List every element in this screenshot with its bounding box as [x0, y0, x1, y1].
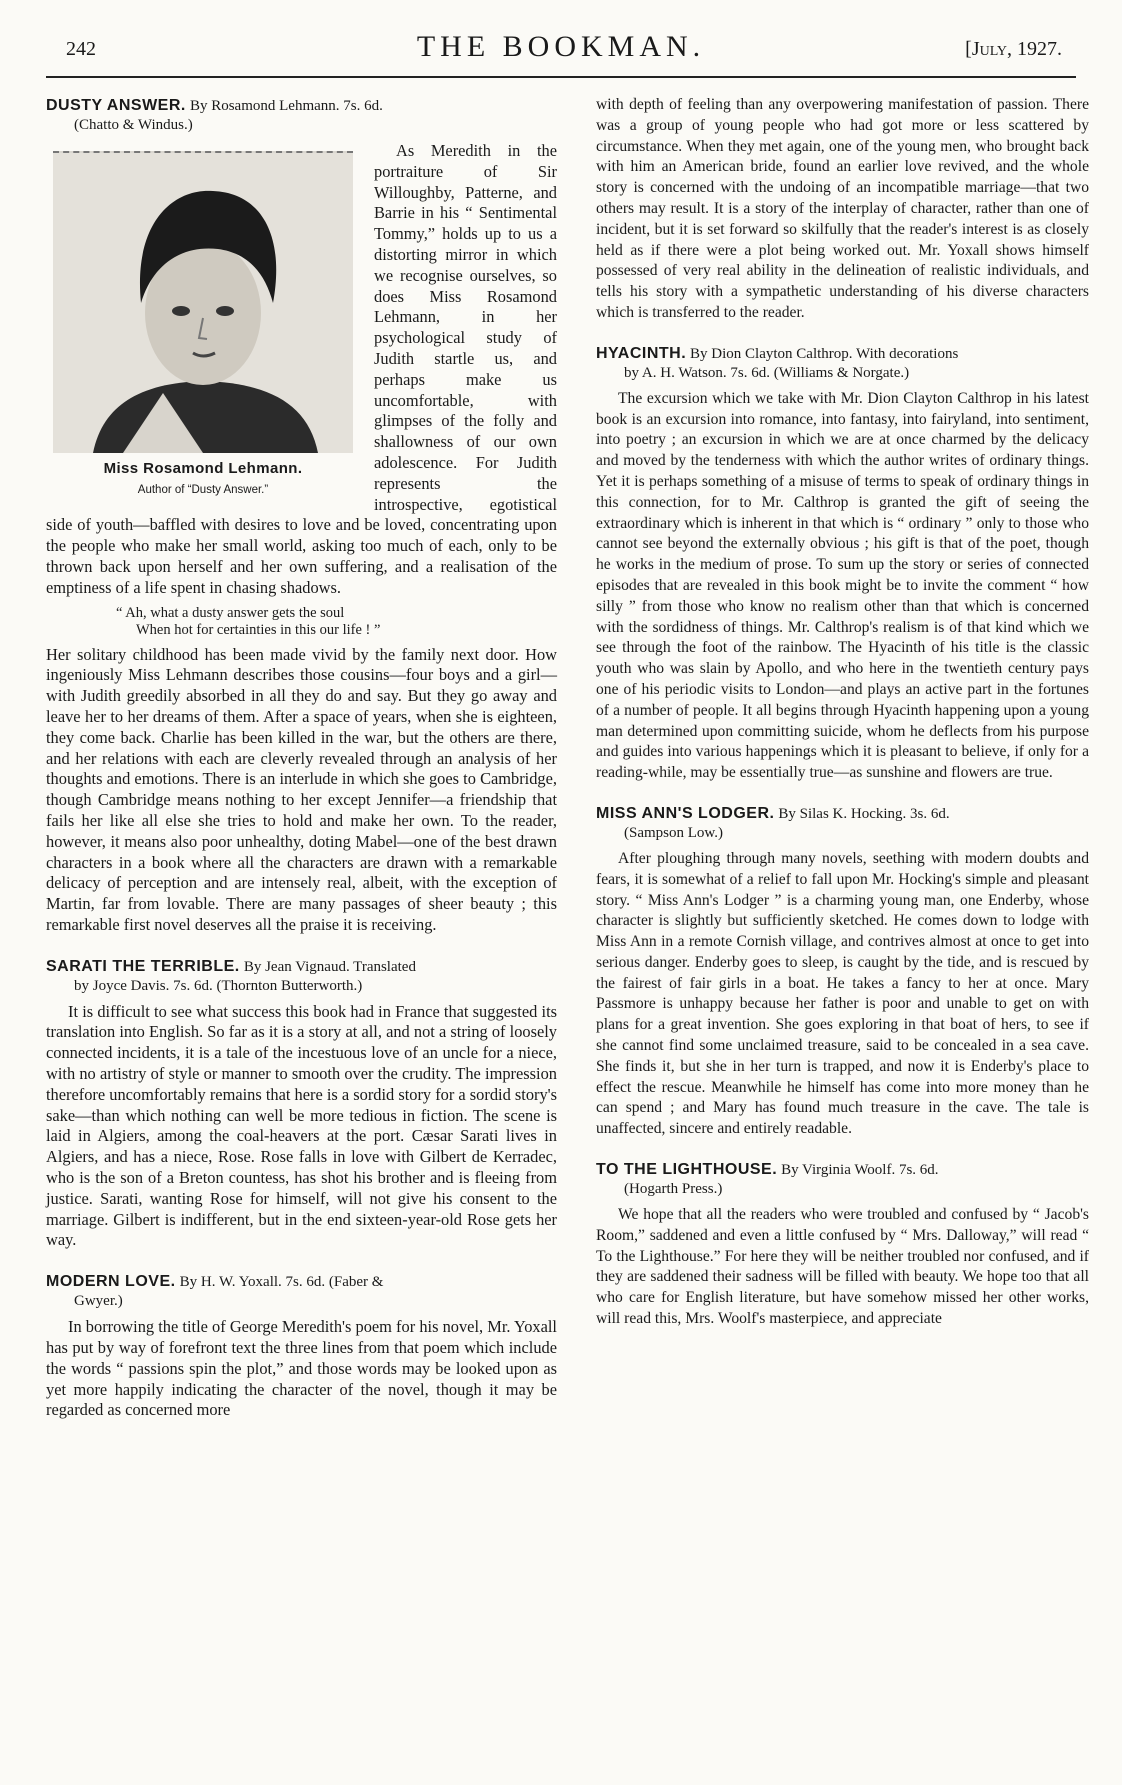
portrait-caption: Miss Rosamond Lehmann. [103, 460, 303, 477]
review-paragraph: Her solitary childhood has been made vivid by the family next door. How ingeniously Miss Lehmann describes those cousins—four boys and a girl—with Judith greedily absorbed in all they do and say. But they go away and leave her to her dreams of them. After a space of years, when she is eighteen, they come back. Charlie has been killed in the war, but the others are there, and her relations with each are cleverly revealed through an analysis of her thoughts and emotions. There is an interlude in which she goes to Cambridge, though Cambridge means nothing to her except Jennifer—a friendship that fails her like all else she tries to hold and make her own. To the reader, however, it means also poor unhealthy, doting Mabel—one of the best drawn characters in a book where all the characters are drawn with a remarkable delicacy of perception and are intensely real, albeit, with the exception of Martin, far from lovable. There are many passages of sheer beauty ; this remarkable first novel deserves all the praise it is receiving. [46, 644, 557, 934]
review-paragraph-continued: with depth of feeling than any overpowering manifestation of passion. There was a group of young people who had got more or less scattered by circumstance. When they met again, one of the young men, who brought back with him an American bride, found an earlier love revived, and the whole story is concerned with the undoing of an incompatible marriage—that two others may result. It is a story of the interplay of character, rather than one of incident, but it is set forward so skilfully that the reader's interest is as closely held as if there were a plot being worked out. Mr. Yoxall shows himself possessed of very real ability in the delineation of realistic individuals, and tells his story with a sympathetic understanding of his diverse characters which is transferred to the reader. [596, 96, 1089, 321]
review-publisher: Gwyer.) [74, 1293, 123, 1310]
left-column [46, 95, 557, 1421]
review-publisher: (Chatto & Windus.) [74, 117, 193, 133]
review-paragraph: After ploughing through many novels, seething with modern doubts and fears, it is somewhat of a relief to fall upon Mr. Hocking's simple and pleasant story. “ Miss Ann's Lodger ” is a charming young man, one Enderby, whose character is slightly but sufficiently sketched. He comes down to lodge with Miss Ann in a remote Cornish village, and contrives almost at once to get into serious danger. Enderby goes to sleep, is caught by the tide, and is rescued by the fairest of fair girls in a boat. He takes a fancy to her at once. Mary Passmore is unhappy because her father is poor and unable to get on with plans for a great invention. She goes exploring in that boat of hers, to see if she cannot find some unclaimed treasure, said to be concealed in a sea cave. She finds it, but she in her turn is trapped, and now it is Enderby's place to effect the rescue. Meanwhile he himself has come into more money than he can spend ; and Mary has found much treasure in the cave. The tale is unaffected, sincere and entirely readable. [596, 849, 1089, 1138]
page-header [46, 30, 1076, 70]
review-paragraph: It is difficult to see what success this book had in France that suggested its translation into English. So far as it is a story at all, and not a string of loosely connected incidents, it is a tale of the incestuous love of an uncle for a niece, with no artistry of style or manner to smooth over the crudity. The impression therefore uncomfortably remains that here is a sordid story for a sordid story's sake—than which nothing can well be more tedious in fiction. The scene is laid in Algiers, among the coal-heavers at the port. Cæsar Sarati lives in Algiers, and has a niece, Rose. Rose falls in love with Gilbert de Kerradec, who is the son of a Breton countess, has shot his brother and is fleeing from justice. Sarati, wanting Rose for himself, will not give his consent to the marriage. Gilbert is indifferent, but in the end sixteen-year-old Rose gets her way. [46, 1001, 557, 1250]
author-portrait [53, 151, 353, 453]
review-heading-hyacinth [596, 344, 1089, 383]
issue-date: [July, 1927. [965, 38, 1062, 60]
review-heading-modern-love [46, 1271, 557, 1311]
review-byline: By Dion Clayton Calthrop. With decorations [690, 345, 959, 362]
portrait-subcaption: Author of “Dusty Answer.” [137, 483, 269, 496]
right-column [596, 95, 1089, 1330]
quote-line: “ Ah, what a dusty answer gets the soul [116, 604, 345, 621]
review-publisher: (Hogarth Press.) [624, 1181, 723, 1198]
review-title: MODERN LOVE. [46, 1273, 176, 1291]
review-heading-miss-anns-lodger [596, 804, 1089, 843]
review-byline: By Virginia Woolf. 7s. 6d. [781, 1162, 939, 1179]
review-byline: By Rosamond Lehmann. 7s. 6d. [189, 98, 383, 114]
review-title: MISS ANN'S LODGER. [596, 804, 775, 822]
review-title: HYACINTH. [596, 344, 687, 362]
quote-line: When hot for certainties in this our life ! ” [136, 621, 381, 638]
page-number: 242 [66, 38, 96, 60]
review-paragraph: The excursion which we take with Mr. Dion Clayton Calthrop in his latest book is an excursion into romance, into fantasy, into fairyland, into sentiment, into poetry ; an excursion in which we are at once charmed by the delicacy and moved by the tenderness with which the author writes of ordinary things. Yet it is perhaps something of a misuse of terms to speak of ordinary things in this connection, for to Mr. Calthrop is granted the gift of seeing the extraordinary which is inherent in that which is “ ordinary ” only to those who cannot see beyond the externally obvious ; his gift is that of the poet, though he works in the medium of prose. To sum up the story or series of connected episodes that are revealed in this book might be to invite the comment “ how silly ” from those who know no realism other than that which is concerned with the sordidness of things. Mr. Calthrop's realism is of that kind which we see through the foot of the rainbow. The Hyacinth of his title is the classic youth who was slain by Apollo, and who here in the twentieth century pays one of his periodic visits to London—and plays an active part in the fortunes of a number of people. It all begins through Hyacinth happening upon a young man determined upon committing suicide, whom he deflects from his purpose and guides into various happenings which it is pleasant to believe, if only for a reading-while, may be essentially true—as sunshine and flowers are true. [596, 389, 1089, 782]
review-paragraph: As Meredith in the portraiture of Sir Willoughby, Patterne, and Barrie in his “ Sentimental Tommy,” holds up to us a distorting mirror in which we recognise ourselves, so does Miss Rosamond Lehmann, in her psychological study of Judith startle us, and perhaps make us uncomfortable, with glimpses of the folly and shallowness of our own adolescence. For Judith represents the introspective, egotistical side of youth—baffled with desires to love and be loved, concentrating upon the people who make her small world, asking too much of each, only to be thrown back upon herself and her own suffering, and a realisation of the emptiness of a life spent in chasing shadows. [46, 141, 557, 597]
review-publisher: by Joyce Davis. 7s. 6d. (Thornton Butterworth.) [74, 977, 363, 994]
review-byline: By Silas K. Hocking. 3s. 6d. [778, 805, 950, 822]
review-paragraph: We hope that all the readers who were troubled and confused by “ Jacob's Room,” saddened and even a little confused by “ Mrs. Dalloway,” will read “ To the Lighthouse.” For here they will be neither troubled nor confused, and if they are saddened their sadness will be filled with beauty. We hope too that all who care for English literature, but have somehow missed her other works, will read this, Mrs. Woolf's masterpiece, and appreciate [596, 1206, 1089, 1328]
review-heading-dusty-answer [46, 95, 557, 135]
review-title: SARATI THE TERRIBLE. [46, 957, 240, 975]
review-heading-to-the-lighthouse [596, 1160, 1089, 1199]
review-paragraph: In borrowing the title of George Meredith's poem for his novel, Mr. Yoxall has put by way of forefront text the three lines from that poem which include the words “ passions spin the plot,” and those words may be looked upon as yet more happily indicating the character of the novel, though it may be regarded as concerned more [46, 1317, 557, 1420]
review-title: TO THE LIGHTHOUSE. [596, 1161, 778, 1179]
author-portrait-figure [44, 151, 362, 501]
header-rule [46, 76, 1076, 78]
review-title: DUSTY ANSWER. [46, 97, 186, 114]
review-byline: By H. W. Yoxall. 7s. 6d. (Faber & [179, 1274, 384, 1291]
review-heading-sarati [46, 956, 557, 996]
magazine-title: THE BOOKMAN. [416, 30, 706, 63]
review-byline: By Jean Vignaud. Translated [243, 958, 416, 975]
review-publisher: (Sampson Low.) [624, 824, 724, 841]
review-publisher: by A. H. Watson. 7s. 6d. (Williams & Norgate.) [624, 364, 910, 381]
epigraph-quote [46, 605, 557, 639]
